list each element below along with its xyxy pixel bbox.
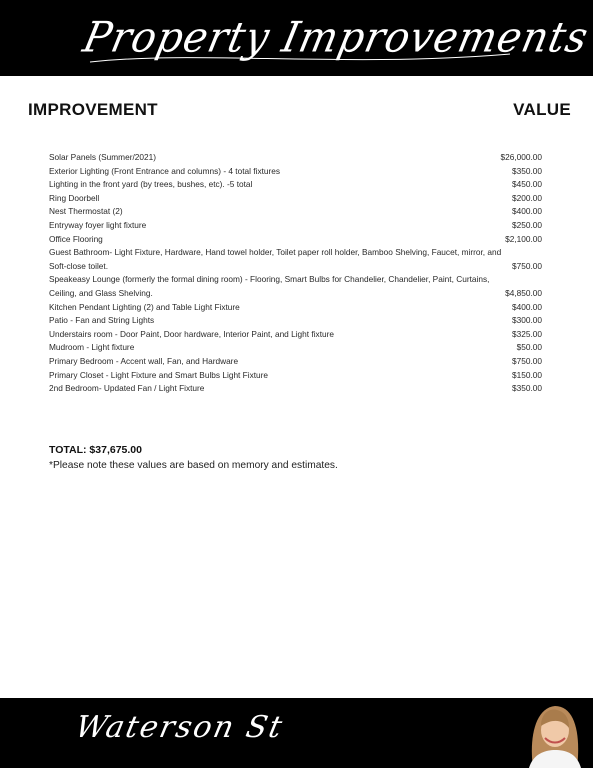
item-value: $26,000.00	[500, 152, 542, 162]
list-item	[49, 273, 542, 300]
item-value: $350.00	[512, 383, 542, 394]
item-value: $200.00	[512, 192, 542, 203]
item-description: Nest Thermostat (2)	[49, 206, 123, 217]
item-value: $2,100.00	[505, 233, 542, 244]
list-item	[49, 314, 542, 328]
item-value: $300.00	[512, 315, 542, 326]
list-item	[49, 328, 542, 342]
list-item	[49, 151, 542, 165]
item-value: $750.00	[512, 260, 542, 271]
list-item	[49, 192, 542, 206]
estimate-note: *Please note these values are based on memory and estimates.	[49, 460, 338, 471]
column-header-value: VALUE	[513, 100, 571, 119]
item-description: Guest Bathroom- Light Fixture, Hardware, Hand towel holder, Toilet paper roll holder, Bamboo Shelving, Faucet, mirror, and Soft-close toilet.	[49, 247, 502, 271]
item-value: $150.00	[512, 369, 542, 380]
list-item	[49, 382, 542, 396]
column-header-improvement: IMPROVEMENT	[28, 100, 158, 119]
item-description: Kitchen Pendant Lighting (2) and Table Light Fixture	[49, 301, 240, 312]
item-value: $325.00	[512, 328, 542, 339]
list-item	[49, 301, 542, 315]
item-description: Lighting in the front yard (by trees, bushes, etc). -5 total	[49, 179, 253, 190]
item-description: Ring Doorbell	[49, 192, 100, 203]
list-item	[49, 355, 542, 369]
item-value: $350.00	[512, 165, 542, 176]
item-description: Patio - Fan and String Lights	[49, 315, 155, 326]
item-description: Understairs room - Door Paint, Door hardware, Interior Paint, and Light fixture	[49, 328, 334, 339]
portrait-photo-icon	[515, 698, 593, 768]
footer-band	[0, 698, 593, 768]
item-description: Speakeasy Lounge (formerly the formal dining room) - Flooring, Smart Bulbs for Chandelier, Chandelier, Paint, Curtains, Ceiling, and Glass Shelving.	[49, 274, 490, 298]
item-description: Primary Closet - Light Fixture and Smart Bulbs Light Fixture	[49, 369, 269, 380]
item-description: Primary Bedroom - Accent wall, Fan, and Hardware	[49, 355, 239, 366]
item-description: 2nd Bedroom- Updated Fan / Light Fixture	[49, 383, 205, 394]
item-description: Exterior Lighting (Front Entrance and columns) - 4 total fixtures	[49, 165, 281, 176]
total-amount: TOTAL: $37,675.00	[49, 444, 142, 456]
list-item	[49, 205, 542, 219]
item-value: $750.00	[512, 355, 542, 366]
list-item	[49, 233, 542, 247]
item-description: Solar Panels (Summer/2021)	[49, 152, 156, 162]
item-value: $250.00	[512, 219, 542, 230]
item-value: $4,850.00	[505, 287, 542, 298]
list-item	[49, 165, 542, 179]
item-description: Entryway foyer light fixture	[49, 219, 147, 230]
title-flourish-icon	[80, 48, 520, 68]
item-description: Office Flooring	[49, 233, 103, 244]
street-name: Waterson St	[72, 710, 287, 745]
list-item	[49, 246, 542, 273]
item-value: $400.00	[512, 301, 542, 312]
page-title: Property Improvements	[78, 13, 593, 63]
item-value: $400.00	[512, 206, 542, 217]
list-item	[49, 178, 542, 192]
item-description: Mudroom - Light fixture	[49, 342, 135, 353]
header-band	[0, 0, 593, 76]
improvements-list	[49, 151, 542, 396]
list-item	[49, 369, 542, 383]
list-item	[49, 219, 542, 233]
list-item	[49, 341, 542, 355]
item-value: $50.00	[516, 342, 542, 353]
item-value: $450.00	[512, 179, 542, 190]
